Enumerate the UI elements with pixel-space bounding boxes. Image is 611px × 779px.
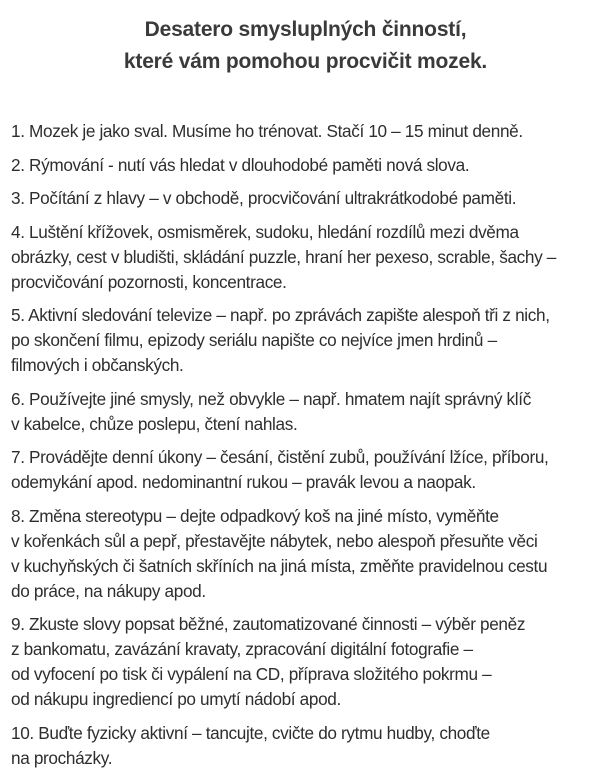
list-item-line: 2. Rýmování - nutí vás hledat v dlouhodobé paměti nová slova.	[11, 154, 470, 175]
list-item-9	[11, 612, 607, 712]
list-item-8	[11, 504, 607, 604]
list-item-line: po skončení filmu, epizody seriálu napište co nejvíce jmen hrdinů –	[11, 330, 497, 350]
title-line-1: Desatero smysluplných činností,	[144, 18, 467, 41]
list-item-4	[11, 220, 607, 295]
list-item-line: z bankomatu, zavázání kravaty, zpracování digitální fotografie –	[11, 639, 473, 659]
list-item-line: odemykání apod. nedominantní rukou – pravák levou a naopak.	[11, 472, 476, 492]
list-item-line: od nákupu ingrediencí po umytí nádobí apod.	[11, 689, 341, 709]
list-item-line: v kořenkách sůl a pepř, přestavějte nábytek, nebo alespoň přesuňte věci	[11, 530, 538, 551]
list-item-line: 6. Používejte jiné smysly, než obvykle – např. hmatem najít správný klíč	[11, 388, 531, 409]
list-item-line: v kabelce, chůze poslepu, čtení nahlas.	[11, 413, 298, 434]
list-item-2	[11, 153, 607, 178]
list-item-line: filmových i občanských.	[11, 355, 184, 375]
list-item-3	[11, 186, 607, 211]
list-item-line: do práce, na nákupy apod.	[11, 580, 206, 601]
list-item-line: 10. Buďte fyzicky aktivní – tancujte, cvičte do rytmu hudby, choďte	[11, 722, 490, 743]
list-item-line: od vyfocení po tisk či vypálení na CD, příprava složitého pokrmu –	[11, 664, 492, 684]
list-item-line: 4. Luštění křížovek, osmisměrek, sudoku, hledání rozdílů mezi dvěma	[11, 221, 519, 242]
list-item-line: 1. Mozek je jako sval. Musíme ho trénovat. Stačí 10 – 15 minut denně.	[11, 121, 523, 141]
list-item-10	[11, 721, 607, 771]
list-item-line: 3. Počítání z hlavy – v obchodě, procvičování ultrakrátkodobé paměti.	[11, 188, 517, 208]
list-item-line: 8. Změna stereotypu – dejte odpadkový koš na jiné místo, vyměňte	[11, 505, 499, 526]
list-item-1	[11, 119, 607, 144]
document-title	[0, 14, 611, 78]
list-item-line: obrázky, cest v bludišti, skládání puzzle, hraní her pexeso, scrable, šachy –	[11, 246, 556, 267]
list-item-line: procvičování pozornosti, koncentrace.	[11, 271, 287, 292]
list-item-7	[11, 445, 607, 495]
list-item-line: na procházky.	[11, 747, 113, 768]
list-item-line: 7. Provádějte denní úkony – česání, čistění zubů, používání lžíce, příboru,	[11, 447, 549, 467]
activity-list	[11, 119, 607, 779]
title-line-2: které vám pomohou procvičit mozek.	[123, 50, 488, 73]
list-item-6	[11, 387, 607, 437]
list-item-5	[11, 303, 607, 378]
list-item-line: 5. Aktivní sledování televize – např. po zprávách zapište alespoň tři z nich,	[11, 305, 550, 325]
list-item-line: v kuchyňských či šatních skříních na jiná místa, změňte pravidelnou cestu	[11, 555, 548, 576]
list-item-line: 9. Zkuste slovy popsat běžné, zautomatizované činnosti – výběr peněz	[11, 614, 526, 634]
